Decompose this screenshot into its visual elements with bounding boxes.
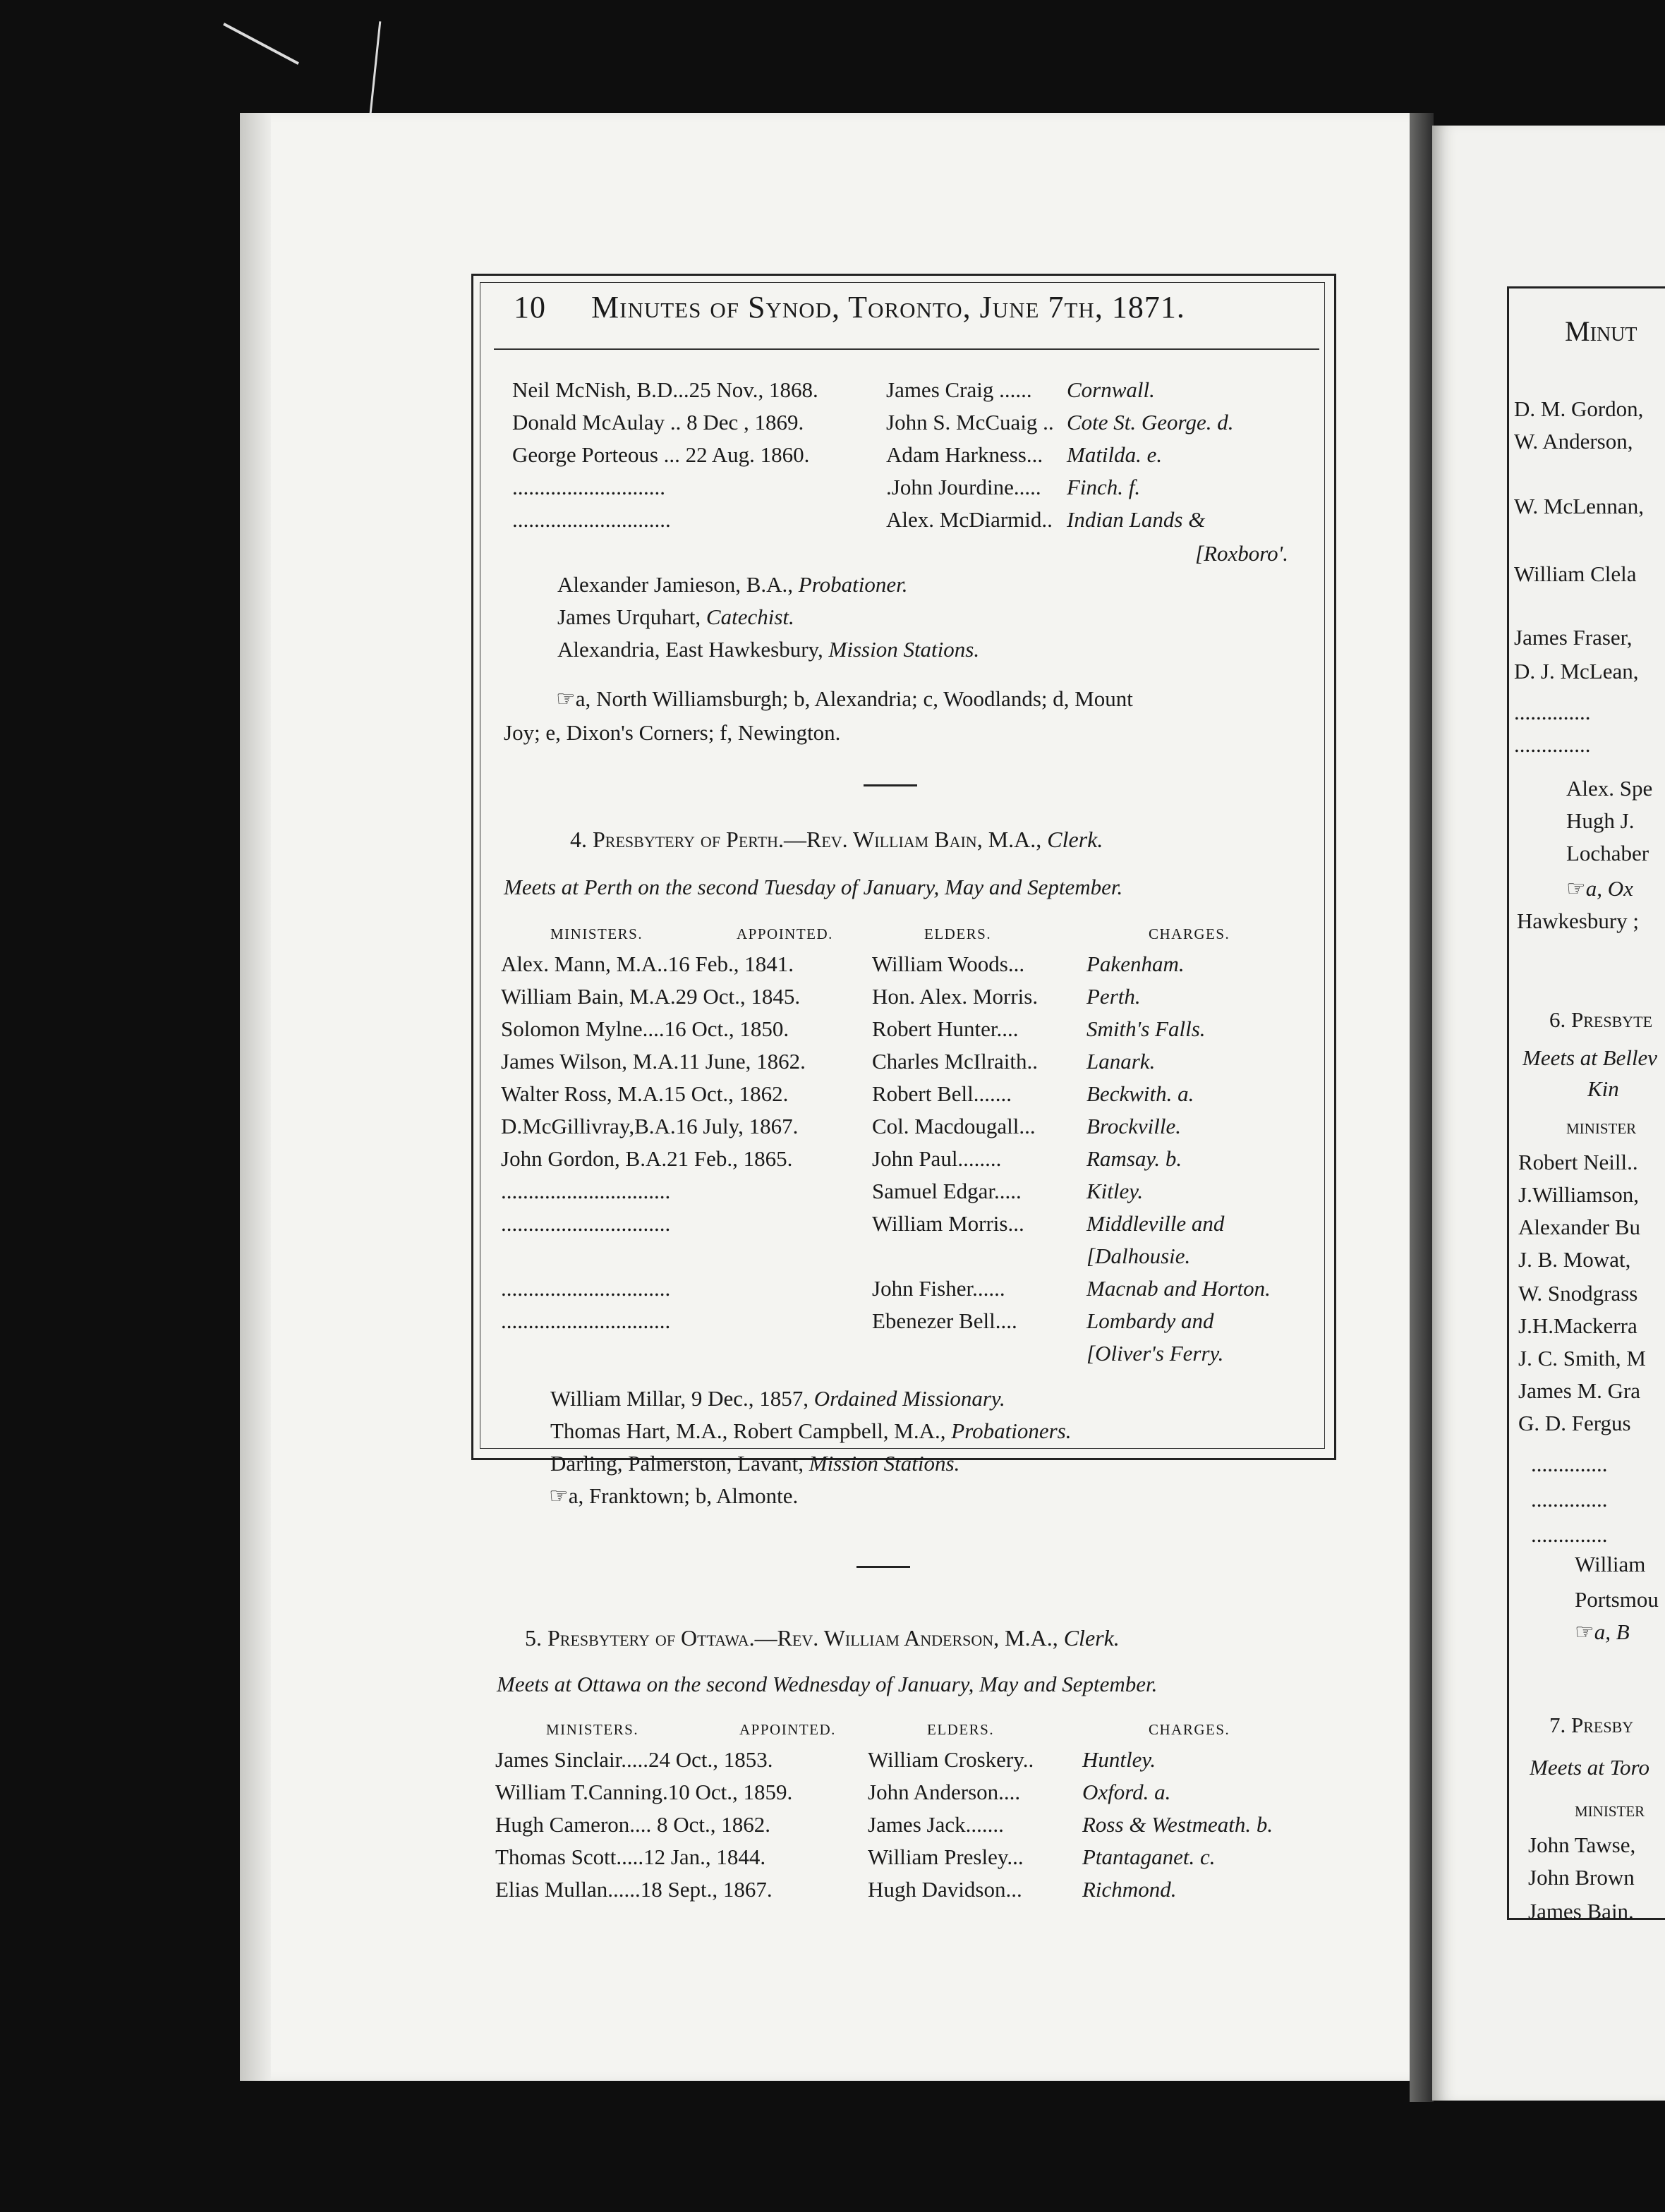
right-page-line-text: J. C. Smith, M <box>1518 1346 1646 1371</box>
right-page-line-text: a, B <box>1594 1620 1630 1644</box>
elder-cell: Alex. McDiarmid.. <box>886 507 1053 532</box>
charge-cell: Lanark. <box>1086 1049 1156 1074</box>
charge-cell: [Dalhousie. <box>1086 1244 1191 1268</box>
right-page-line-text: .............. <box>1531 1452 1608 1476</box>
elder-cell: William Morris... <box>872 1211 1024 1236</box>
right-page-line-text: Lochaber <box>1566 841 1649 865</box>
note-line <box>557 604 794 631</box>
elder-cell: Samuel Edgar..... <box>872 1179 1022 1203</box>
elder-cell: James Jack....... <box>868 1812 1004 1837</box>
column-header: ELDERS. <box>927 1721 995 1738</box>
minister-cell: Solomon Mylne....16 Oct., 1850. <box>501 1016 789 1041</box>
right-page-line <box>1514 659 1665 684</box>
elder-cell: John Paul........ <box>872 1146 1002 1171</box>
elder-cell: William Croskery.. <box>868 1747 1034 1772</box>
right-page-line-text: Hugh J. <box>1566 808 1635 833</box>
right-page-line-text: William Clela <box>1514 561 1637 586</box>
right-page-line-text: G. D. Fergus <box>1518 1411 1631 1435</box>
right-page-line-text: Hawkesbury ; <box>1517 909 1640 933</box>
right-page-line-text: J.Williamson, <box>1518 1182 1639 1207</box>
right-page-line-text: a, Ox <box>1585 876 1633 901</box>
minister-cell: William Bain, M.A.29 Oct., 1845. <box>501 984 801 1009</box>
right-page-line <box>1575 1803 1665 1821</box>
note-line <box>550 1450 959 1477</box>
minister-cell: John Gordon, B.A.21 Feb., 1865. <box>501 1146 793 1171</box>
elder-cell: John Fisher...... <box>872 1276 1005 1301</box>
section-heading: 5. Presbytery of Ottawa.—Rev. William Anderson, M.A., Clerk. <box>525 1625 1120 1651</box>
running-header <box>514 289 1311 325</box>
minister-cell: Walter Ross, M.A.15 Oct., 1862. <box>501 1081 789 1106</box>
section-divider <box>856 1566 910 1568</box>
column-header: APPOINTED. <box>739 1721 836 1738</box>
right-page-line <box>1518 1313 1665 1339</box>
right-page-line <box>1518 1215 1665 1240</box>
minister-cell: Neil McNish, B.D...25 Nov., 1868. <box>512 377 818 402</box>
right-page-line-text: .............. <box>1514 700 1591 724</box>
charge-cell: Indian Lands & <box>1067 507 1206 532</box>
right-page-line <box>1575 1587 1665 1612</box>
charge-cell: Cornwall. <box>1067 377 1155 402</box>
minister-cell: D.McGillivray,B.A.16 July, 1867. <box>501 1114 799 1138</box>
note-role: Ordained Missionary. <box>813 1386 1005 1411</box>
elder-cell: James Craig ...... <box>886 377 1032 402</box>
right-page-border <box>1507 286 1665 1920</box>
charge-cell: Ptantaganet. c. <box>1082 1845 1216 1869</box>
right-page-line-text: James Fraser, <box>1514 625 1633 650</box>
minister-cell: James Sinclair.....24 Oct., 1853. <box>495 1747 773 1772</box>
note-text: William Millar, 9 Dec., 1857, <box>550 1386 814 1411</box>
right-page-line-text: W. McLennan, <box>1514 494 1644 518</box>
charge-cell: Huntley. <box>1082 1747 1156 1772</box>
minister-cell: Hugh Cameron.... 8 Oct., 1862. <box>495 1812 771 1837</box>
right-page-line <box>1522 1045 1665 1071</box>
minister-cell: George Porteous ... 22 Aug. 1860. <box>512 442 810 467</box>
minister-cell: Elias Mullan......18 Sept., 1867. <box>495 1877 773 1902</box>
note-role: Probationers. <box>951 1418 1072 1443</box>
minister-cell: Alex. Mann, M.A..16 Feb., 1841. <box>501 952 794 976</box>
note-text: Darling, Palmerston, Lavant, <box>550 1451 809 1476</box>
continued-footnote-line: ☞a, North Williamsburgh; b, Alexandria; c, Woodlands; d, Mount <box>556 686 1133 711</box>
right-page-line <box>1531 1487 1665 1512</box>
right-page-line <box>1566 876 1665 901</box>
minister-cell: James Wilson, M.A.11 June, 1862. <box>501 1049 806 1074</box>
continued-footnote-line: Joy; e, Dixon's Corners; f, Newington. <box>504 720 841 745</box>
charge-cell: Perth. <box>1086 984 1141 1009</box>
right-page-line-text: D. J. McLean, <box>1514 659 1639 683</box>
charge-cell: Finch. f. <box>1067 475 1141 499</box>
right-page-line-text: .............. <box>1514 732 1591 757</box>
column-header: MINISTERS. <box>550 925 643 942</box>
right-page-line-text: 7. Presby <box>1549 1713 1634 1737</box>
right-page-line <box>1566 1120 1665 1138</box>
right-page-line-text: Alexander Bu <box>1518 1215 1641 1239</box>
right-page-line <box>1575 1620 1665 1645</box>
note-line <box>550 1385 1005 1412</box>
note-text: Alexandria, East Hawkesbury, <box>557 637 829 662</box>
right-page-line <box>1528 1833 1665 1858</box>
column-header: CHARGES. <box>1149 1721 1230 1738</box>
gutter-shadow <box>1410 113 1434 2102</box>
section-footnote: ☞a, Franktown; b, Almonte. <box>549 1483 799 1508</box>
right-page-line <box>1514 429 1665 454</box>
elder-cell: Robert Hunter.... <box>872 1016 1019 1041</box>
right-page-line <box>1528 1899 1665 1924</box>
right-page-line-text: W. Snodgrass <box>1518 1281 1638 1306</box>
meeting-schedule: Meets at Perth on the second Tuesday of January, May and September. <box>504 875 1123 899</box>
right-page-line-text: William <box>1575 1552 1646 1576</box>
right-page-line-text: .............. <box>1531 1487 1608 1512</box>
right-page-line <box>1518 1247 1665 1272</box>
right-page-line <box>1518 1281 1665 1306</box>
section-heading: 4. Presbytery of Perth.—Rev. William Bain, M.A., Clerk. <box>570 827 1103 852</box>
minister-cell: ............................ <box>512 475 665 499</box>
charge-cell: [Oliver's Ferry. <box>1086 1341 1224 1366</box>
header-rule <box>494 348 1319 350</box>
right-page-line-text: MINISTER <box>1575 1803 1645 1820</box>
charge-cell: Matilda. e. <box>1067 442 1163 467</box>
minister-cell: ............................... <box>501 1308 671 1333</box>
elder-cell: John S. McCuaig .. <box>886 410 1054 435</box>
right-page-line-text: Robert Neill.. <box>1518 1150 1638 1174</box>
note-text: Alexander Jamieson, B.A., <box>557 572 799 597</box>
page-number: 10 <box>514 290 546 324</box>
continued-extra-line: [Roxboro'. <box>1195 541 1289 566</box>
note-role: Catechist. <box>706 604 794 629</box>
right-page-line <box>1575 1552 1665 1577</box>
elder-cell: Ebenezer Bell.... <box>872 1308 1017 1333</box>
right-page-line <box>1531 1452 1665 1477</box>
column-header: ELDERS. <box>924 925 992 942</box>
right-page-line-text: J. B. Mowat, <box>1518 1247 1631 1272</box>
elder-cell: Adam Harkness... <box>886 442 1043 467</box>
right-page-line <box>1530 1755 1665 1780</box>
note-text: James Urquhart, <box>557 604 706 629</box>
right-page-line <box>1514 494 1665 519</box>
right-page-line-text: John Tawse, <box>1528 1833 1636 1857</box>
right-page-line <box>1518 1378 1665 1404</box>
right-page-line <box>1514 732 1665 758</box>
right-page-line <box>1518 1150 1665 1175</box>
meeting-schedule: Meets at Ottawa on the second Wednesday of January, May and September. <box>497 1672 1158 1696</box>
charge-cell: Pakenham. <box>1086 952 1185 976</box>
elder-cell: Col. Macdougall... <box>872 1114 1036 1138</box>
right-page-line <box>1549 1713 1665 1738</box>
column-header: CHARGES. <box>1149 925 1230 942</box>
right-page-line <box>1531 1522 1665 1548</box>
column-header: MINISTERS. <box>546 1721 639 1738</box>
right-page-line <box>1566 808 1665 834</box>
note-role: Probationer. <box>798 572 908 597</box>
right-page-line <box>1514 561 1665 587</box>
charge-cell: Oxford. a. <box>1082 1780 1171 1804</box>
right-page-line-text: 6. Presbyte <box>1549 1007 1653 1032</box>
charge-cell: Ross & Westmeath. b. <box>1082 1812 1273 1837</box>
right-page-line <box>1518 1411 1665 1436</box>
elder-cell: William Woods... <box>872 952 1025 976</box>
scan-stroke <box>369 21 382 120</box>
right-page-line-text: Meets at Toro <box>1530 1755 1649 1780</box>
minister-cell: William T.Canning.10 Oct., 1859. <box>495 1780 793 1804</box>
charge-cell: Kitley. <box>1086 1179 1144 1203</box>
note-role: Mission Stations. <box>828 637 980 662</box>
right-page-line-text: Meets at Bellev <box>1522 1045 1658 1070</box>
minister-cell: ............................... <box>501 1276 671 1301</box>
right-page-line <box>1549 1007 1665 1033</box>
note-role: Mission Stations. <box>809 1451 960 1476</box>
pointing-hand-icon: ☞ <box>549 1483 569 1508</box>
elder-cell: Robert Bell....... <box>872 1081 1012 1106</box>
note-text: Thomas Hart, M.A., Robert Campbell, M.A., <box>550 1418 952 1443</box>
elder-cell: Charles McIlraith.. <box>872 1049 1039 1074</box>
note-line <box>550 1418 1071 1445</box>
minister-cell: Thomas Scott.....12 Jan., 1844. <box>495 1845 766 1869</box>
right-page-line-text: W. Anderson, <box>1514 429 1633 454</box>
elder-cell: Hon. Alex. Morris. <box>872 984 1039 1009</box>
scan-stroke <box>223 23 299 65</box>
pointing-hand-icon: ☞ <box>1566 876 1586 901</box>
right-page-line-text: J.H.Mackerra <box>1518 1313 1637 1338</box>
right-page-line-text: D. M. Gordon, <box>1514 396 1644 421</box>
header-title: Minutes of Synod, Toronto, June 7th, 1871. <box>591 290 1185 324</box>
right-page-line <box>1528 1865 1665 1890</box>
right-page-line-text: MINISTER <box>1566 1120 1637 1137</box>
elder-cell: Hugh Davidson... <box>868 1877 1022 1902</box>
right-page-line-text: James Bain. <box>1528 1899 1634 1924</box>
charge-cell: Richmond. <box>1082 1877 1177 1902</box>
right-page-line-text: Portsmou <box>1575 1587 1659 1612</box>
right-page-line <box>1514 625 1665 650</box>
right-page-line-text: .............. <box>1531 1522 1608 1547</box>
right-page-line <box>1518 1346 1665 1371</box>
pointing-hand-icon: ☞ <box>1575 1620 1594 1644</box>
note-line <box>557 571 908 598</box>
charge-cell: Middleville and <box>1086 1211 1225 1236</box>
right-page-line-text: Alex. Spe <box>1566 776 1653 801</box>
right-page-line <box>1587 1076 1665 1102</box>
minister-cell: ............................... <box>501 1179 671 1203</box>
pointing-hand-icon: ☞ <box>556 686 576 711</box>
note-line <box>557 636 979 663</box>
section-divider <box>864 784 917 786</box>
elder-cell: .John Jourdine..... <box>886 475 1041 499</box>
right-page-line <box>1566 776 1665 801</box>
right-page-line <box>1518 1182 1665 1208</box>
minister-cell: Donald McAulay .. 8 Dec , 1869. <box>512 410 804 435</box>
minister-cell: ............................. <box>512 507 671 532</box>
right-page-line-text: John Brown <box>1528 1865 1635 1890</box>
right-page-line <box>1566 841 1665 866</box>
charge-cell: Brockville. <box>1086 1114 1181 1138</box>
charge-cell: Smith's Falls. <box>1086 1016 1206 1041</box>
right-page-line-text: Kin <box>1587 1076 1619 1101</box>
column-header: APPOINTED. <box>737 925 833 942</box>
elder-cell: William Presley... <box>868 1845 1024 1869</box>
minister-cell: ............................... <box>501 1211 671 1236</box>
charge-cell: Lombardy and <box>1086 1308 1214 1333</box>
right-header-fragment: Minut <box>1565 315 1637 347</box>
charge-cell: Macnab and Horton. <box>1086 1276 1271 1301</box>
charge-cell: Beckwith. a. <box>1086 1081 1194 1106</box>
right-page-line <box>1514 700 1665 725</box>
right-page-line-text: James M. Gra <box>1518 1378 1641 1403</box>
page-fold-shadow <box>240 113 271 2081</box>
right-page-line <box>1517 909 1665 934</box>
charge-cell: Ramsay. b. <box>1086 1146 1182 1171</box>
elder-cell: John Anderson.... <box>868 1780 1021 1804</box>
right-page-line <box>1514 396 1665 422</box>
charge-cell: Cote St. George. d. <box>1067 410 1234 435</box>
